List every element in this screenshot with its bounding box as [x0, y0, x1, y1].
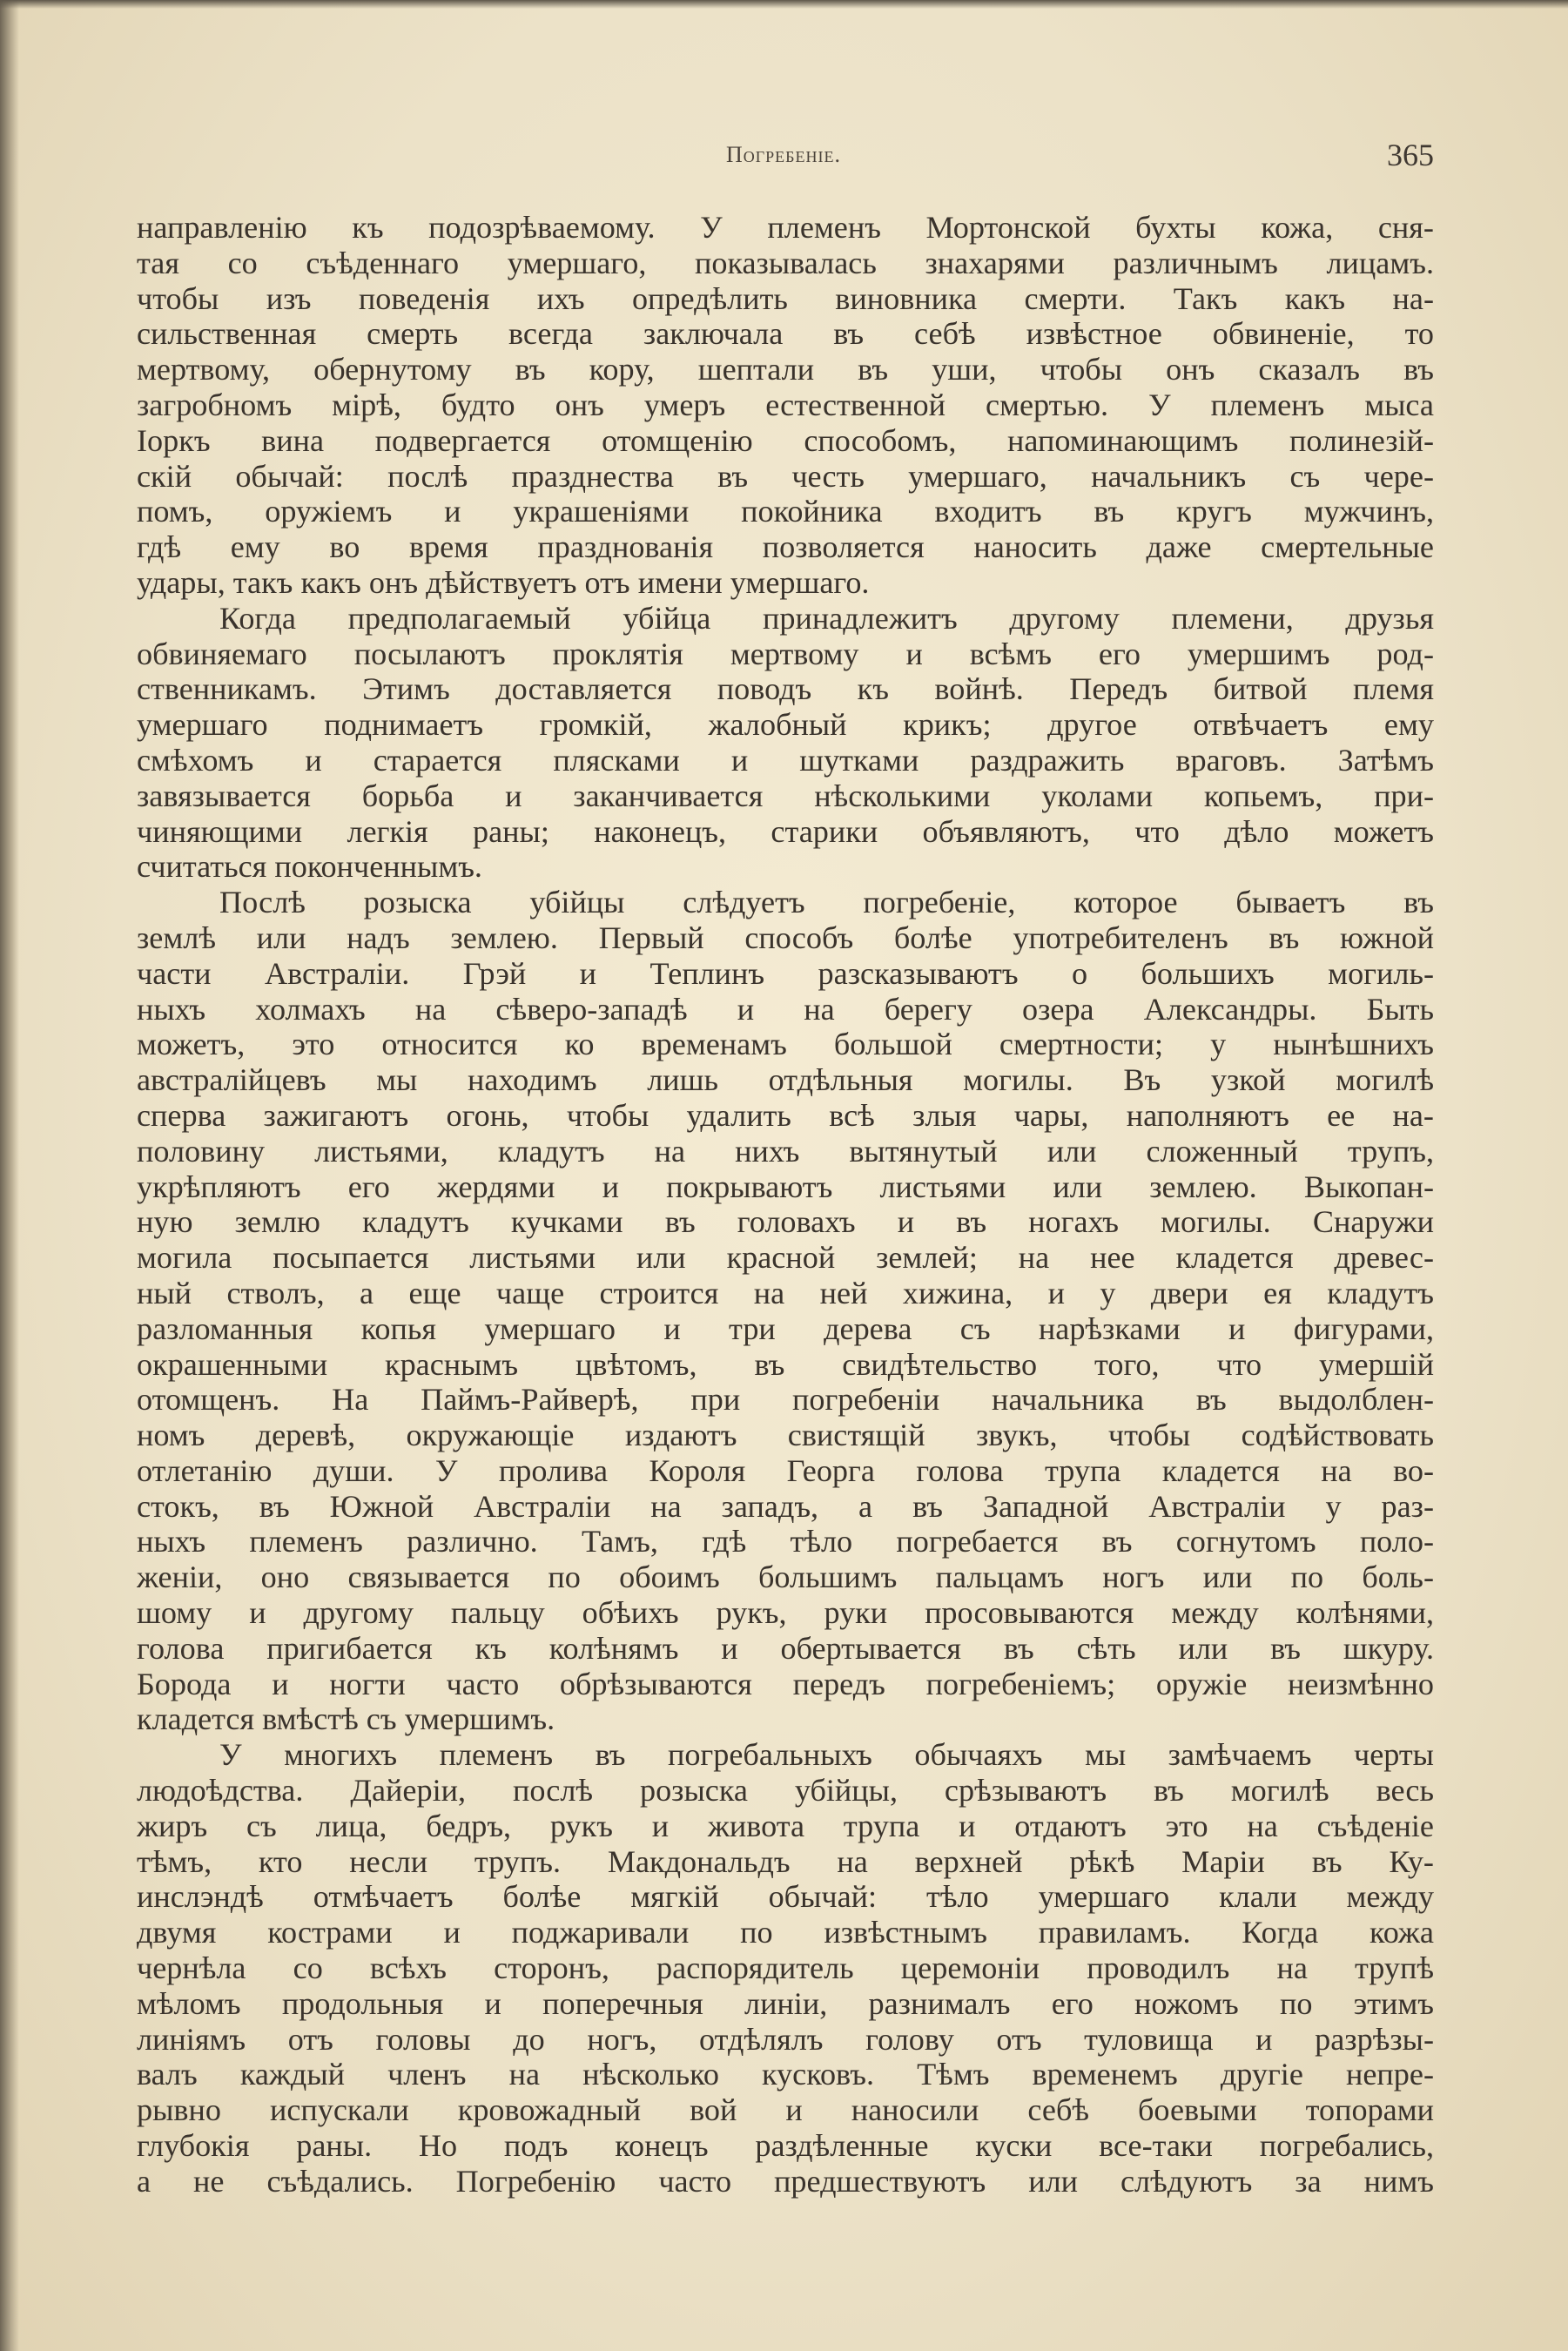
text-line: мѣломъ продольныя и поперечныя линіи, разнималъ его ножомъ по этимъ: [137, 1985, 1434, 2021]
text-line: могила посыпается листьями или красной землей; на нее кладется древес-: [137, 1240, 1434, 1276]
text-line: части Австраліи. Грэй и Теплинъ разсказываютъ о большихъ могиль-: [137, 955, 1434, 991]
text-line: номъ деревѣ, окружающіе издаютъ свистящій звукъ, чтобы содѣйствовать: [137, 1418, 1434, 1453]
text-line: голова пригибается къ колѣнямъ и обертывается въ сѣть или въ шкуру.: [137, 1630, 1434, 1666]
text-line: смѣхомъ и старается плясками и шутками раздражить враговъ. Затѣмъ: [137, 742, 1434, 778]
text-line: укрѣпляютъ его жердями и покрываютъ листьями или землею. Выкопан-: [137, 1169, 1434, 1204]
text-line: скій обычай: послѣ празднества въ честь умершаго, начальникъ съ чере-: [137, 458, 1434, 494]
text-line: умершаго поднимаетъ громкій, жалобный крикъ; другое отвѣчаетъ ему: [137, 707, 1434, 743]
text-line: людоѣдства. Дайеріи, послѣ розыска убійцы, срѣзываютъ въ могилѣ весь: [137, 1773, 1434, 1809]
text-line: а не съѣдались. Погребенію часто предшествуютъ или слѣдуютъ за нимъ: [137, 2163, 1434, 2199]
text-line: чиняющими легкія раны; наконецъ, старики объявляютъ, что дѣло можетъ: [137, 813, 1434, 849]
text-line: жиръ съ лица, бедръ, рукъ и живота трупа и отдаютъ это на съѣденіе: [137, 1808, 1434, 1843]
text-line: валъ каждый членъ на нѣсколько кусковъ. Тѣмъ временемъ другіе непре-: [137, 2057, 1434, 2092]
text-line: мертвому, обернутому въ кору, шептали въ уши, чтобы онъ сказалъ въ: [137, 352, 1434, 387]
text-line: землѣ или надъ землею. Первый способъ болѣе употребителенъ въ южной: [137, 920, 1434, 955]
text-line: австралійцевъ мы находимъ лишь отдѣльныя могилы. Въ узкой могилѣ: [137, 1062, 1434, 1098]
text-line: Послѣ розыска убійцы слѣдуетъ погребеніе, которое бываетъ въ: [219, 885, 1434, 920]
text-line: тая со съѣденнаго умершаго, показывалась знахарями различнымъ лицамъ.: [137, 245, 1434, 280]
text-line: шому и другому пальцу обѣихъ рукъ, руки просовываются между колѣнями,: [137, 1595, 1434, 1631]
text-line: загробномъ мірѣ, будто онъ умеръ естественной смертью. У племенъ мыса: [137, 387, 1434, 422]
text-line: кладется вмѣстѣ съ умершимъ.: [137, 1701, 555, 1737]
text-line: ную землю кладутъ кучками въ головахъ и въ ногахъ могилы. Снаружи: [137, 1204, 1434, 1240]
text-line: ственникамъ. Этимъ доставляется поводъ къ войнѣ. Передъ битвой племя: [137, 671, 1434, 707]
running-head: Погребеніе.: [725, 142, 841, 167]
text-line: можетъ, это относится ко временамъ большой смертности; у нынѣшнихъ: [137, 1027, 1434, 1062]
text-line: завязывается борьба и заканчивается нѣсколькими уколами копьемъ, при-: [137, 778, 1434, 813]
text-line: линіямъ отъ головы до ногъ, отдѣлялъ голову отъ туловища и разрѣзы-: [137, 2021, 1434, 2057]
text-line: рывно испускали кровожадный вой и наносили себѣ боевыми топорами: [137, 2092, 1434, 2128]
text-line: окрашенными краснымъ цвѣтомъ, въ свидѣтельство того, что умершій: [137, 1346, 1434, 1382]
text-line: направленію къ подозрѣваемому. У племенъ Мортонской бухты кожа, сня-: [137, 210, 1434, 245]
text-line: глубокія раны. Но подъ конецъ раздѣленные куски все-таки погребались,: [137, 2128, 1434, 2164]
body-text: [137, 210, 1434, 2199]
text-line: гдѣ ему во время празднованія позволяется наносить даже смертельные: [137, 529, 1434, 565]
text-line: Когда предполагаемый убійца принадлежитъ другому племени, друзья: [219, 600, 1434, 636]
text-line: помъ, оружіемъ и украшеніями покойника входитъ въ кругъ мужчинъ,: [137, 494, 1434, 529]
text-line: женіи, оно связывается по обоимъ большимъ пальцамъ ногъ или по боль-: [137, 1559, 1434, 1595]
text-line: Іоркъ вина подвергается отомщенію способомъ, напоминающимъ полинезій-: [137, 422, 1434, 458]
text-line: отлетанію души. У пролива Короля Георга голова трупа кладется на во-: [137, 1452, 1434, 1488]
page-top-edge: [0, 0, 1568, 9]
text-line: двумя кострами и поджаривали по извѣстнымъ правиламъ. Когда кожа: [137, 1915, 1434, 1950]
page-spine-shadow: [0, 0, 19, 2351]
text-line: ныхъ холмахъ на сѣверо-западѣ и на берегу озера Александры. Быть: [137, 991, 1434, 1027]
text-line: сперва зажигаютъ огонь, чтобы удалить всѣ злыя чары, наполняютъ ее на-: [137, 1097, 1434, 1133]
text-line: обвиняемаго посылаютъ проклятія мертвому и всѣмъ его умершимъ род-: [137, 636, 1434, 671]
text-line: ный стволъ, а еще чаще строится на ней хижина, и у двери ея кладутъ: [137, 1275, 1434, 1310]
text-line: инслэндѣ отмѣчаетъ болѣе мягкій обычай: тѣло умершаго клали между: [137, 1879, 1434, 1915]
text-line: считаться поконченнымъ.: [137, 849, 482, 885]
text-line: ныхъ племенъ различно. Тамъ, гдѣ тѣло погребается въ согнутомъ поло-: [137, 1524, 1434, 1559]
text-line: У многихъ племенъ въ погребальныхъ обычаяхъ мы замѣчаемъ черты: [219, 1737, 1434, 1773]
page-header: [131, 138, 1437, 177]
text-line: сильственная смерть всегда заключала въ себѣ извѣстное обвиненіе, то: [137, 316, 1434, 352]
text-line: чернѣла со всѣхъ сторонъ, распорядитель церемоніи проводилъ на трупѣ: [137, 1950, 1434, 1986]
text-line: удары, такъ какъ онъ дѣйствуетъ отъ имени умершаго.: [137, 564, 870, 600]
page-number: 365: [1387, 138, 1434, 172]
text-line: Борода и ногти часто обрѣзываются передъ погребеніемъ; оружіе неизмѣнно: [137, 1666, 1434, 1701]
text-line: половину листьями, кладутъ на нихъ вытянутый или сложенный трупъ,: [137, 1133, 1434, 1169]
text-line: отомщенъ. На Паймъ-Райверѣ, при погребеніи начальника въ выдолблен-: [137, 1382, 1434, 1418]
text-line: тѣмъ, кто несли трупъ. Макдональдъ на верхней рѣкѣ Маріи въ Ку-: [137, 1843, 1434, 1879]
text-line: чтобы изъ поведенія ихъ опредѣлить виновника смерти. Такъ какъ на-: [137, 280, 1434, 316]
text-line: стокъ, въ Южной Австраліи на западъ, а въ Западной Австраліи у раз-: [137, 1488, 1434, 1524]
text-line: разломанныя копья умершаго и три дерева съ нарѣзками и фигурами,: [137, 1310, 1434, 1346]
